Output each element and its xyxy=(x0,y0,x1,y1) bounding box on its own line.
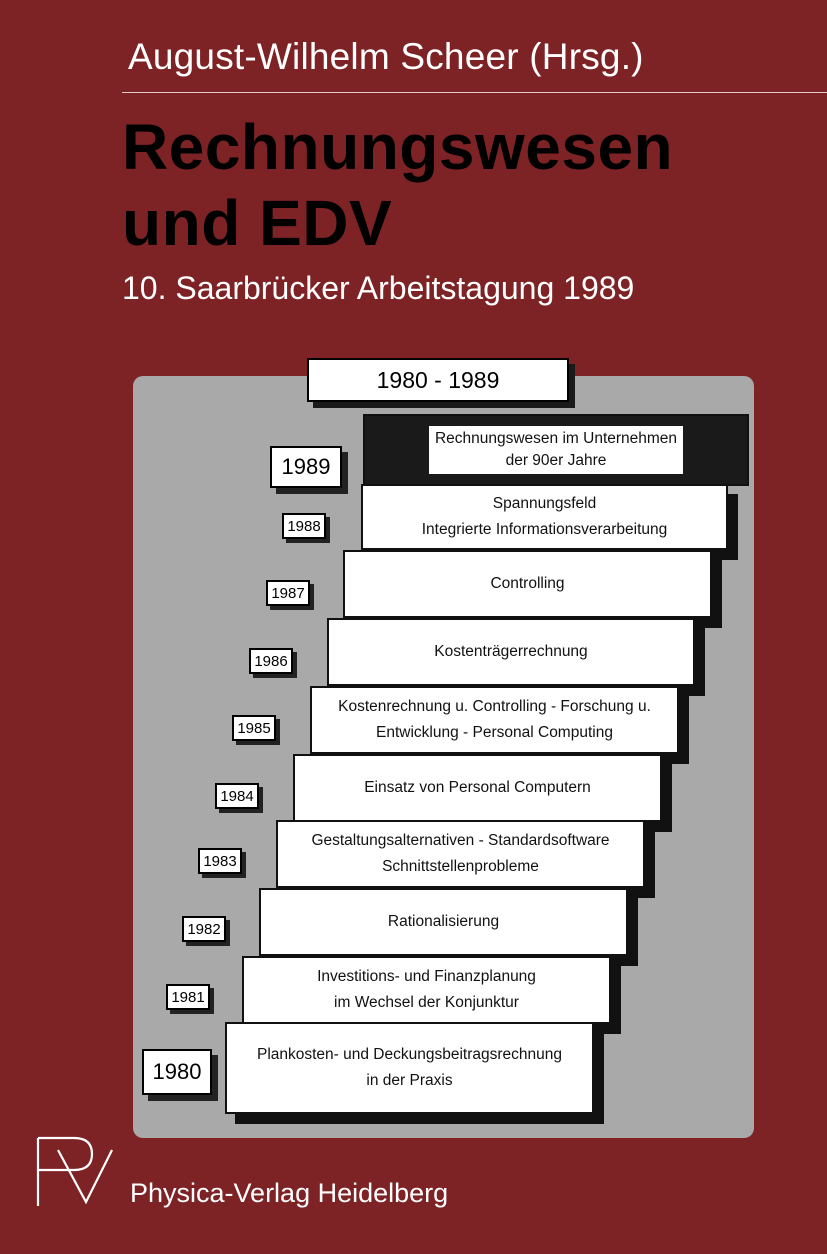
step-1980 xyxy=(225,1022,594,1114)
year-label-1984: 1984 xyxy=(215,783,259,809)
step-text-line: Plankosten- und Deckungsbeitragsrechnung xyxy=(256,1045,563,1063)
step-text-line: Controlling xyxy=(490,574,565,592)
step-text-line: im Wechsel der Konjunktur xyxy=(334,994,519,1011)
year-label-1980: 1980 xyxy=(142,1049,212,1095)
step-1986 xyxy=(327,618,695,686)
title-line-2: und EDV xyxy=(122,187,393,259)
step-text-line: Gestaltungsalternativen - Standardsoftware xyxy=(311,831,610,849)
step-text-line: Rationalisierung xyxy=(387,912,500,930)
step-text-line: Integrierte Informationsverarbeitung xyxy=(421,521,668,538)
year-label-1983: 1983 xyxy=(198,848,242,874)
step-text-line: Entwicklung - Personal Computing xyxy=(376,724,613,741)
step-text-line: Schnittstellenprobleme xyxy=(382,858,539,875)
step-text-line: in der Praxis xyxy=(366,1072,453,1089)
step-1982 xyxy=(259,888,628,956)
step-text-line: Kostenträgerrechnung xyxy=(434,642,588,660)
diagram-range-label: 1980 - 1989 xyxy=(307,358,569,402)
step-1983 xyxy=(276,820,645,888)
year-label-1985: 1985 xyxy=(232,715,276,741)
year-label-1987: 1987 xyxy=(266,580,310,606)
step-text-line: Kostenrechnung u. Controlling - Forschung u. xyxy=(338,697,651,715)
step-text-line: der 90er Jahre xyxy=(505,452,607,469)
physica-logo-icon xyxy=(36,1136,114,1208)
step-text-line: Spannungsfeld xyxy=(492,494,597,512)
step-1989 xyxy=(363,414,749,486)
step-1985 xyxy=(310,686,679,754)
step-1981 xyxy=(242,956,611,1024)
step-text-line: Einsatz von Personal Computern xyxy=(364,778,591,796)
title-line-1: Rechnungswesen xyxy=(122,111,674,183)
step-text-line: Investitions- und Finanzplanung xyxy=(317,967,536,985)
year-label-1988: 1988 xyxy=(282,513,326,539)
author: August-Wilhelm Scheer (Hrsg.) xyxy=(128,36,644,77)
step-1987 xyxy=(343,550,712,618)
year-label-1982: 1982 xyxy=(182,916,226,942)
year-label-1981: 1981 xyxy=(166,984,210,1010)
year-label-1986: 1986 xyxy=(249,648,293,674)
subtitle: 10. Saarbrücker Arbeitstagung 1989 xyxy=(122,270,635,306)
year-label-1989: 1989 xyxy=(270,446,342,488)
divider xyxy=(122,92,827,93)
step-1984 xyxy=(293,754,662,822)
publisher: Physica-Verlag Heidelberg xyxy=(130,1178,449,1208)
step-1988 xyxy=(361,484,728,550)
step-text-line: Rechnungswesen im Unternehmen xyxy=(434,430,678,448)
